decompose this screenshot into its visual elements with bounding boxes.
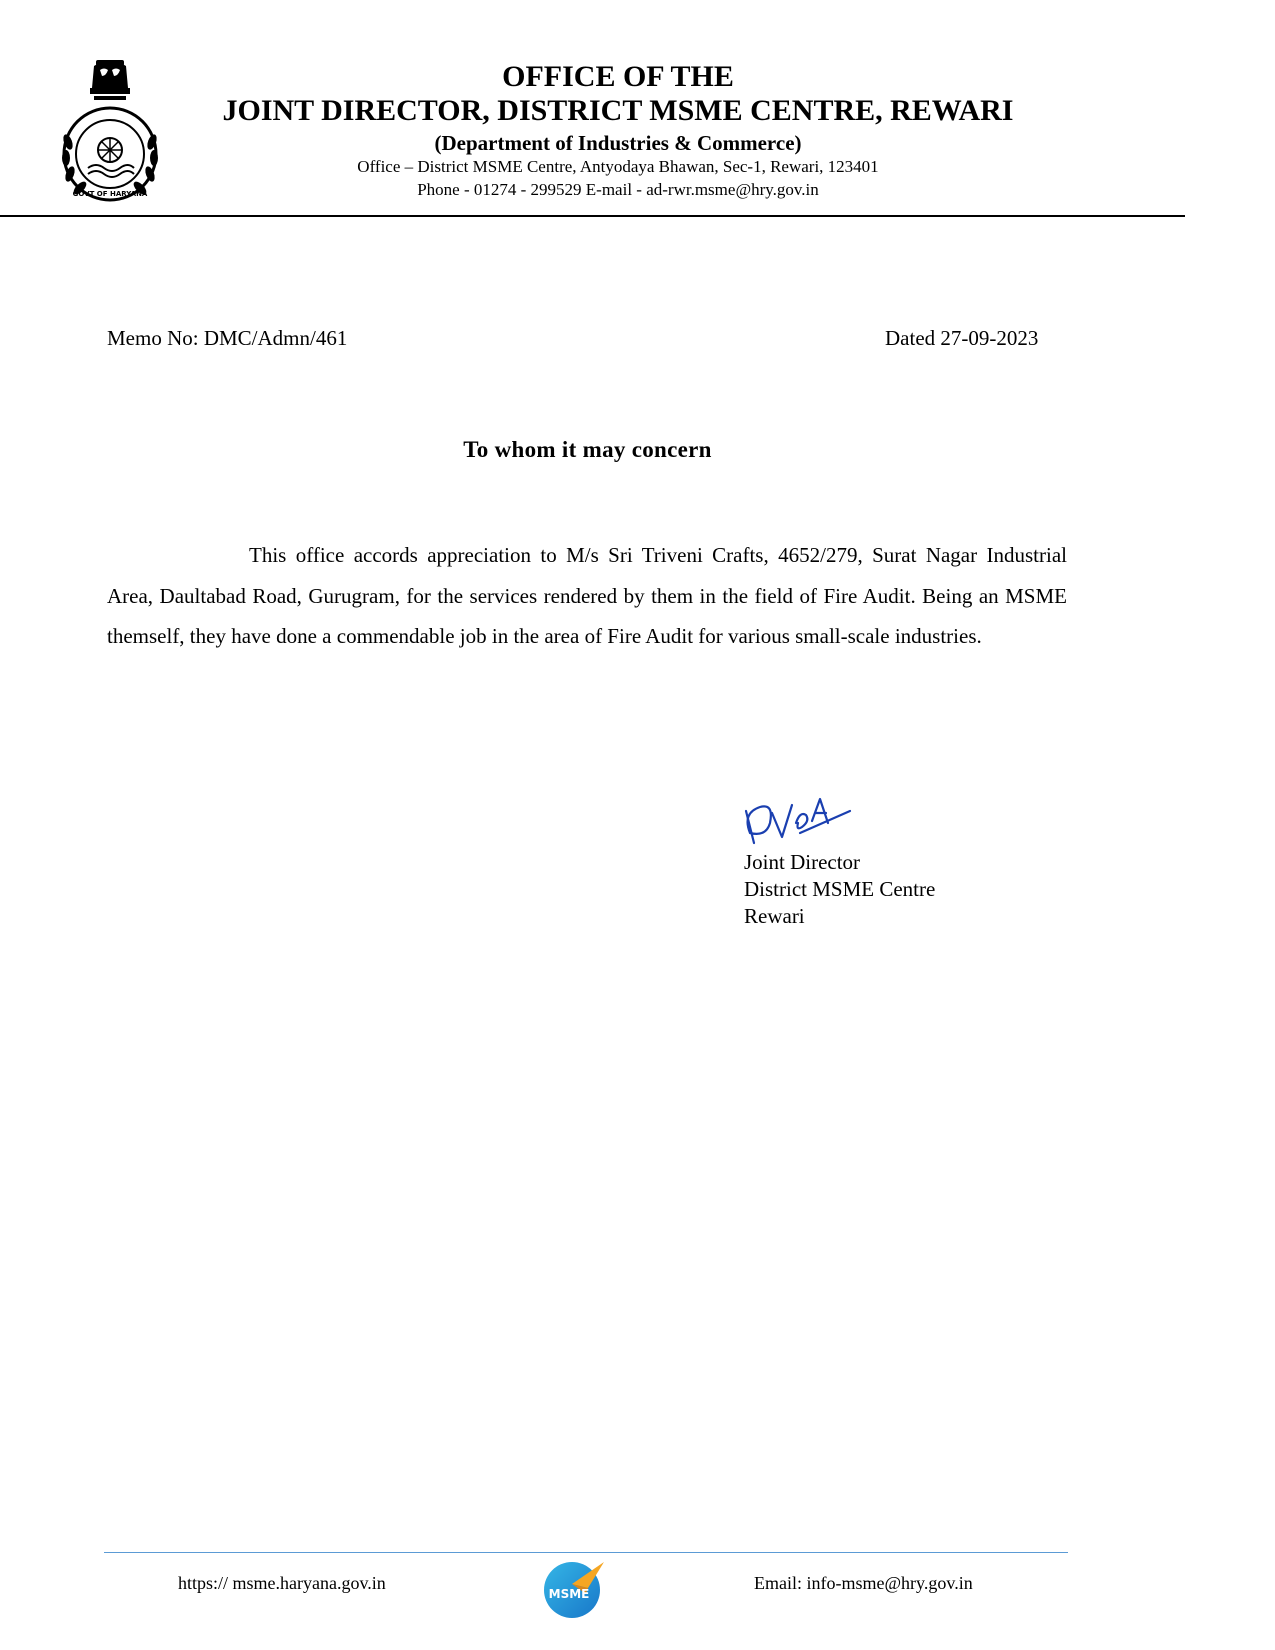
department-name: (Department of Industries & Commerce)	[434, 131, 802, 155]
header-divider	[0, 215, 1185, 217]
footer-divider	[104, 1552, 1068, 1553]
signature-icon	[740, 793, 860, 853]
emblem-text: GOVT OF HARYANA	[72, 190, 148, 198]
office-title-line2: JOINT DIRECTOR, DISTRICT MSME CENTRE, REWARI	[222, 94, 1014, 127]
office-title-line1: OFFICE OF THE	[502, 60, 734, 93]
msme-logo-icon	[542, 1558, 606, 1620]
signatory-title: Joint Director	[744, 850, 861, 874]
memo-date: Dated 27-09-2023	[885, 326, 1039, 350]
signatory-office: District MSME Centre	[744, 877, 936, 901]
signatory-place: Rewari	[744, 904, 805, 928]
letterhead	[0, 0, 1275, 220]
footer-email-link[interactable]: Email: info-msme@hry.gov.in	[754, 1573, 973, 1593]
memo-number: Memo No: DMC/Admn/461	[107, 326, 348, 350]
haryana-emblem-icon	[56, 58, 164, 202]
office-address: Office – District MSME Centre, Antyodaya Bhawan, Sec-1, Rewari, 123401	[357, 157, 879, 176]
letter-body: This office accords appreciation to M/s Sri Triveni Crafts, 4652/279, Surat Nagar Industrial Area, Daultabad Road, Gurugram, for the services rendered by them in the field of Fire Audit. Being an MSME themself, they have done a commendable job in the area of Fire Audit for various small-scale industries.	[107, 543, 1067, 648]
letter-subject: To whom it may concern	[463, 437, 712, 462]
office-contact: Phone - 01274 - 299529 E-mail - ad-rwr.msme@hry.gov.in	[417, 180, 819, 199]
footer-website-link[interactable]: https:// msme.haryana.gov.in	[178, 1573, 386, 1593]
msme-logo-text: MSME	[548, 1587, 590, 1601]
